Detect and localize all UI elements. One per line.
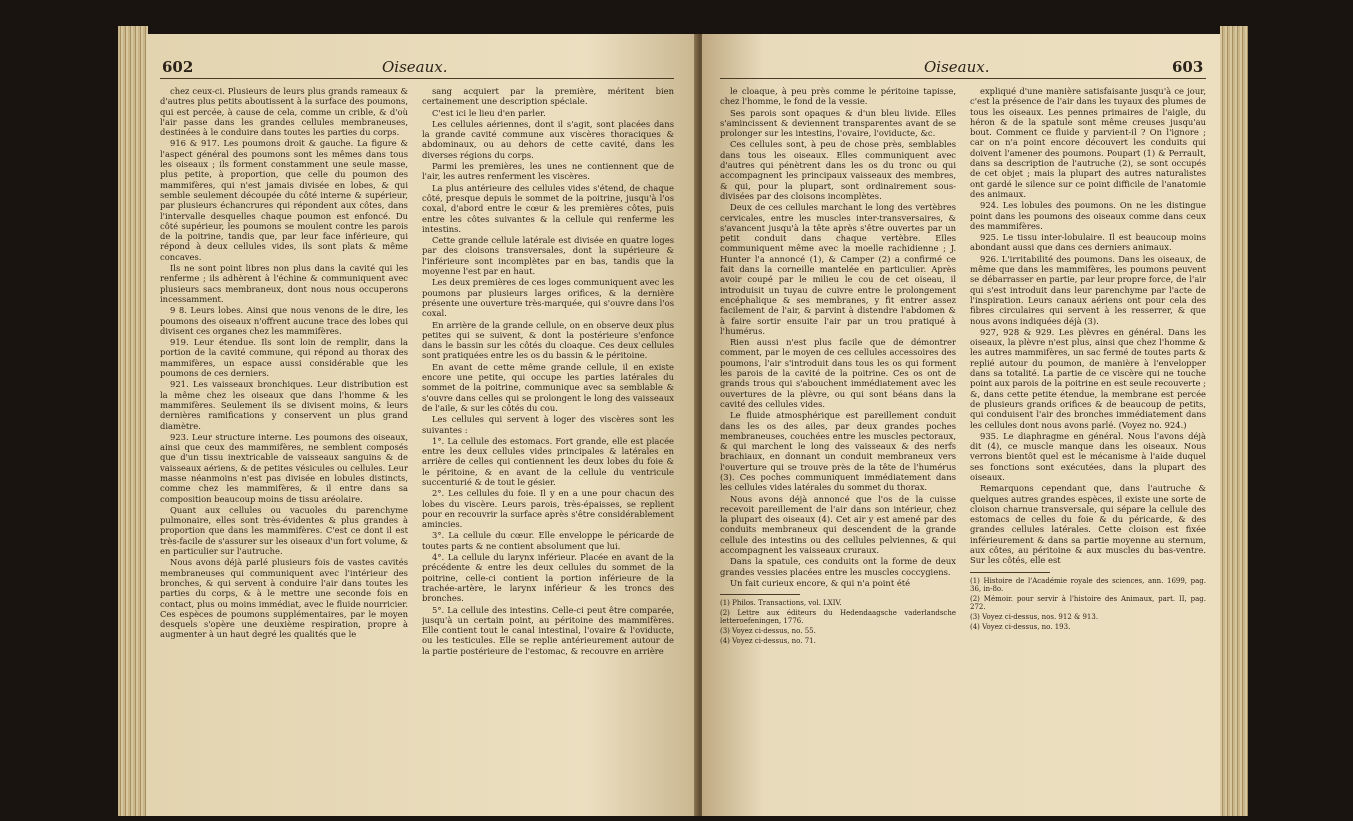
paragraph: sang acquiert par la première, méritent bien certainement une description spéciale. <box>422 86 674 107</box>
left-column-b <box>422 86 674 816</box>
left-column-a <box>160 86 408 816</box>
footnote: (2) Lettre aux éditeurs du Hedendaagsche vaderlandsche letteroefeningen, 1776. <box>720 608 956 626</box>
right-column-b <box>970 86 1206 816</box>
paragraph: expliqué d'une manière satisfaisante jusqu'à ce jour, c'est la présence de l'air dans les tuyaux des plumes de tous les oiseaux. Les pennes primaires de l'aigle, du héron & de la spatule sont même creuses jusqu'au bout. Comment ce fluide y parvient-il ? On l'ignore ; car on n'a point encore découvert les conduits qui doivent l'amener des poumons. Poupart (1) & Perrault, dans sa description de l'autruche (2), se sont occupés de cet objet ; mais la plupart des autres naturalistes ont gardé le silence sur ce point difficile de l'anatomie des animaux. <box>970 86 1206 199</box>
paragraph: 921. Les vaisseaux bronchiques. Leur distribution est la même chez les oiseaux que dans l'homme & les mammifères. Seulement ils se divisent moins, & leurs dernières ramifications y conservent un plus grand diamètre. <box>160 379 408 431</box>
paragraph: La plus antérieure des cellules vides s'étend, de chaque côté, presque depuis le sommet de la poitrine, jusqu'à l'os coxal, d'abord entre le cœur & les premières côtes, puis entre les côtes suivantes & la cellule qui renferme les intestins. <box>422 182 674 234</box>
left-running-head: Oiseaux. <box>382 58 448 76</box>
paragraph: Ils ne sont point libres non plus dans la cavité qui les renferme ; ils adhèrent à l'échine & communiquent avec plusieurs sacs membraneux, dont nous nous occuperons incessamment. <box>160 263 408 304</box>
paragraph: Nous avons déjà parlé plusieurs fois de vastes cavités membraneuses qui communiquent avec l'intérieur des bronches, & qui servent à conduire l'air dans toutes les parties du corps, & à le mettre une seconde fois en contact, plus ou moins immédiat, avec le fluide nourricier. Ces espèces de poumons supplémentaires, par le moyen desquels s'opère une deuxième respiration, propre à augmenter à un haut degré les qualités que le <box>160 557 408 640</box>
paragraph: 2°. Les cellules du foie. Il y en a une pour chacun des lobes du viscère. Leurs parois, très-épaisses, se replient pour en recouvrir la surface après s'être considérablement amincies. <box>422 488 674 530</box>
paragraph: 916 & 917. Les poumons droit & gauche. La figure & l'aspect général des poumons sont les mêmes dans tous les oiseaux ; ils forment constamment une seule masse, plus petite, à proportion, que celle du poumon des mammifères, qui n'est jamais divisée en lobes, & qui semble seulement découpée du côté interne & supérieur, par plusieurs échancrures qui répondent aux côtes, dans l'intervalle desquelles chaque poumon est enfoncé. Du côté supérieur, les poumons se moulent contre les parois de la poitrine, tandis que, par leur face inférieure, qui répond à deux cellules vides, ils sont plats & même concaves. <box>160 138 408 262</box>
page-edges-left <box>118 26 148 816</box>
footnote: (4) Voyez ci-dessus, no. 71. <box>720 636 816 645</box>
paragraph: C'est ici le lieu d'en parler. <box>432 107 546 118</box>
paragraph: Les deux premières de ces loges communiquent avec les poumons par plusieurs larges orifices, & la dernière présente une ouverture très-marquée, qui s'ouvre dans l'os coxal. <box>422 277 674 319</box>
footnote-rule <box>720 594 800 595</box>
paragraph: 925. Le tissu inter-lobulaire. Il est beaucoup moins abondant aussi que dans ces derniers animaux. <box>970 232 1206 253</box>
left-head-rule <box>160 78 674 79</box>
paragraph: En avant de cette même grande cellule, il en existe encore une petite, qui occupe les parties latérales du sommet de la poitrine, communique avec sa semblable & s'ouvre dans celles qui se prolongent le long des vaisseaux de l'aile, & sur les côtés du cou. <box>422 361 674 413</box>
paragraph: Quant aux cellules ou vacuoles du parenchyme pulmonaire, elles sont très-évidentes & plus grandes à proportion que dans les mammifères. C'est ce dont il est très-facile de s'assurer sur les oiseaux d'un fort volume, & en particulier sur l'autruche. <box>160 504 408 557</box>
paragraph: Nous avons déjà annoncé que l'os de la cuisse recevoit pareillement de l'air dans son intérieur, chez la plupart des oiseaux (4). Cet air y est amené par des conduits membraneux qui descendent de la grande cellule des intestins ou des cellules pelviennes, & qui accompagnent les vaisseaux cruraux. <box>720 493 956 556</box>
paragraph: Parmi les premières, les unes ne contiennent que de l'air, les autres renferment les viscères. <box>422 161 674 182</box>
left-page-number: 602 <box>162 58 194 76</box>
paragraph: Remarquons cependant que, dans l'autruche & quelques autres grandes espèces, il existe une sorte de cloison charnue transversale, qui sépare la cellule des estomacs de celles du foie & du péricarde, & des grandes cellules latérales. Cette cloison est fixée inférieurement & dans sa partie moyenne au sternum, aux côtes, au péritoine & aux muscles du bas-ventre. Sur les côtés, elle est <box>970 483 1206 566</box>
paragraph: 919. Leur étendue. Ils sont loin de remplir, dans la portion de la cavité commune, qui répond au thorax des mammifères, un espace aussi considérable que les poumons de ces derniers. <box>160 337 408 379</box>
paragraph: Deux de ces cellules marchant le long des vertèbres cervicales, entre les muscles inter-transversaires, & s'avancent jusqu'à la tête après s'être ouvertes par un petit conduit dans chaque vertèbre. Elles communiquent même avec la moelle rachidienne ; J. Hunter l'a annoncé (1), & Camper (2) a confirmé ce fait dans la corneille mantelée en particulier. Après avoir coupé par le milieu le cou de cet oiseau, il introduisit un tuyau de cuivre entre le prolongement encéphalique & ses membranes, y fit entrer assez facilement de l'air, & parvint à distendre l'abdomen & à faire sortir ensuite l'air par un trou pratiqué à l'humérus. <box>720 202 956 336</box>
paragraph: 924. Les lobules des poumons. On ne les distingue point dans les poumons des oiseaux comme dans ceux des mammifères. <box>970 200 1206 231</box>
footnote: (3) Voyez ci-dessus, nos. 912 & 913. <box>970 613 1099 622</box>
page-edges-right <box>1220 26 1248 816</box>
paragraph: 926. L'irritabilité des poumons. Dans les oiseaux, de même que dans les mammifères, les poumons peuvent se débarrasser en partie, par leur propre force, de l'air qui s'est introduit dans leur parenchyme par l'acte de l'inspiration. Leurs canaux aériens ont pour cela des fibres circulaires qui servent à les resserrer, & que nous avons indiquées déjà (3). <box>970 253 1206 326</box>
paragraph: Un fait curieux encore, & qui n'a point été <box>730 577 911 588</box>
footnote: (4) Voyez ci-dessus, no. 193. <box>970 622 1071 631</box>
paragraph: Rien aussi n'est plus facile que de démontrer comment, par le moyen de ces cellules accessoires des poumons, l'air s'introduit dans tous les os qui forment les parois de la cavité de la poitrine. Ces os ont de grands trous qui s'abouchent immédiatement avec les ouvertures de la plèvre, ou qui sont béans dans la cavité des cellules vides. <box>720 337 956 409</box>
paragraph: 9 8. Leurs lobes. Ainsi que nous venons de le dire, les poumons des oiseaux n'offrent aucune trace des lobes qui divisent ces organes chez les mammifères. <box>160 305 408 336</box>
footnote: (3) Voyez ci-dessus, no. 55. <box>720 627 816 636</box>
right-running-head: Oiseaux. <box>924 58 990 76</box>
footnote: (1) Histoire de l'Académie royale des sciences, ann. 1699, pag. 36, in-8o. <box>970 576 1206 594</box>
paragraph: chez ceux-ci. Plusieurs de leurs plus grands rameaux & d'autres plus petits aboutissent à la surface des poumons, qui est percée, à cause de cela, comme un crible, & d'où l'air passe dans les grandes cellules membraneuses, destinées à le conduire dans toutes les parties du corps. <box>160 86 408 138</box>
footnote: (2) Mémoir. pour servir à l'histoire des Animaux, part. II, pag. 272. <box>970 594 1206 612</box>
paragraph: Les cellules qui servent à loger des viscères sont les suivantes : <box>422 414 674 435</box>
right-page <box>702 34 1220 816</box>
paragraph: En arrière de la grande cellule, on en observe deux plus petites qui se suivent, & dont la postérieure s'enfonce dans le bassin sur les côtés du cloaque. Ces deux cellules sont pratiquées entre les os du bassin & le péritoine. <box>422 319 674 361</box>
paragraph: Ces cellules sont, à peu de chose près, semblables dans tous les oiseaux. Elles communiquent avec d'autres qui pénètrent dans les os du tronc ou qui accompagnent les principaux vaisseaux des membres, & qui, pour la plupart, sont ordinairement sous-divisées par des cloisons incomplètes. <box>720 139 956 201</box>
paragraph: 1°. La cellule des estomacs. Fort grande, elle est placée entre les deux cellules vides principales & latérales en arrière de celles qui contiennent les deux lobes du foie & le péritoine, & en avant de la cellule du ventricule succenturié & de tout le gésier. <box>422 435 674 487</box>
paragraph: 3°. La cellule du cœur. Elle enveloppe le péricarde de toutes parts & ne contient absolument que lui. <box>422 530 674 551</box>
paragraph: Dans la spatule, ces conduits ont la forme de deux grandes vessies placées entre les muscles coccygiens. <box>720 556 956 577</box>
paragraph: Ses parois sont opaques & d'un bleu livide. Elles s'amincissent & deviennent transparentes avant de se prolonger sur les intestins, l'ovaire, l'oviducte, &c. <box>720 107 956 139</box>
paragraph: le cloaque, à peu près comme le péritoine tapisse, chez l'homme, le fond de la vessie. <box>720 86 956 107</box>
paragraph: 923. Leur structure interne. Les poumons des oiseaux, ainsi que ceux des mammifères, ne semblent composés que d'un tissu inextricable de vaisseaux sanguins & de vaisseaux aériens, & de petites vésicules ou cellules. Leur masse néanmoins n'est pas divisée en lobules distincts, comme chez les mammifères, & il entre dans sa composition beaucoup moins de tissu aréolaire. <box>160 431 408 504</box>
footnote: (1) Philos. Transactions, vol. LXIV. <box>720 599 842 608</box>
paragraph: Les cellules aériennes, dont il s'agit, sont placées dans la grande cavité commune aux viscères thoraciques & abdominaux, ou au dehors de cette cavité, dans les diverses régions du corps. <box>422 118 674 160</box>
left-page <box>146 34 698 816</box>
right-page-number: 603 <box>1172 58 1204 76</box>
paragraph: 5°. La cellule des intestins. Celle-ci peut être comparée, jusqu'à un certain point, au péritoine des mammifères. Elle contient tout le canal intestinal, l'ovaire & l'oviducte, ou les testicules. Elle se replie antérieurement autour de la partie postérieure de l'estomac, & recouvre en arrière <box>422 604 674 656</box>
paragraph: Cette grande cellule latérale est divisée en quatre loges par des cloisons transversales, dont la supérieure & l'inférieure sont incomplètes par en bas, tandis que la moyenne l'est par en haut. <box>422 235 674 277</box>
paragraph: 927, 928 & 929. Les plèvres en général. Dans les oiseaux, la plèvre n'est plus, ainsi que chez l'homme & les autres mammifères, un sac fermé de toutes parts & replié autour du poumon, de manière à l'envelopper dans sa totalité. La partie de ce viscère qui ne touche point aux parois de la poitrine en est seule recouverte ; &, dans cette petite étendue, la membrane est percée de plusieurs grands orifices & de beaucoup de petits, qui conduisent l'air des bronches immédiatement dans les cellules dont nous avons parlé. (Voyez no. 924.) <box>970 326 1206 430</box>
footnote-rule <box>970 572 1050 573</box>
right-head-rule <box>720 78 1206 79</box>
paragraph: 935. Le diaphragme en général. Nous l'avons déjà dit (4), ce muscle manque dans les oiseaux. Nous verrons bientôt quel est le mécanisme à l'aide duquel ses fonctions sont exécutées, dans la plupart des oiseaux. <box>970 430 1206 482</box>
open-book <box>118 18 1248 818</box>
paragraph: Le fluide atmosphérique est pareillement conduit dans les os des ailes, par deux grandes poches membraneuses, couchées entre les muscles pectoraux, & qui marchent le long des vaisseaux & des nerfs brachiaux, en donnant un conduit membraneux vers l'ouverture qui se trouve près de la tête de l'humérus (3). Ces poches communiquent immédiatement dans les cellules vides latérales du sommet du thorax. <box>720 410 956 493</box>
paragraph: 4°. La cellule du larynx inférieur. Placée en avant de la précédente & entre les deux cellules du sommet de la poitrine, celle-ci contient la portion inférieure de la trachée-artère, le larynx inférieur & les troncs des bronches. <box>422 552 674 604</box>
right-column-a <box>720 86 956 816</box>
